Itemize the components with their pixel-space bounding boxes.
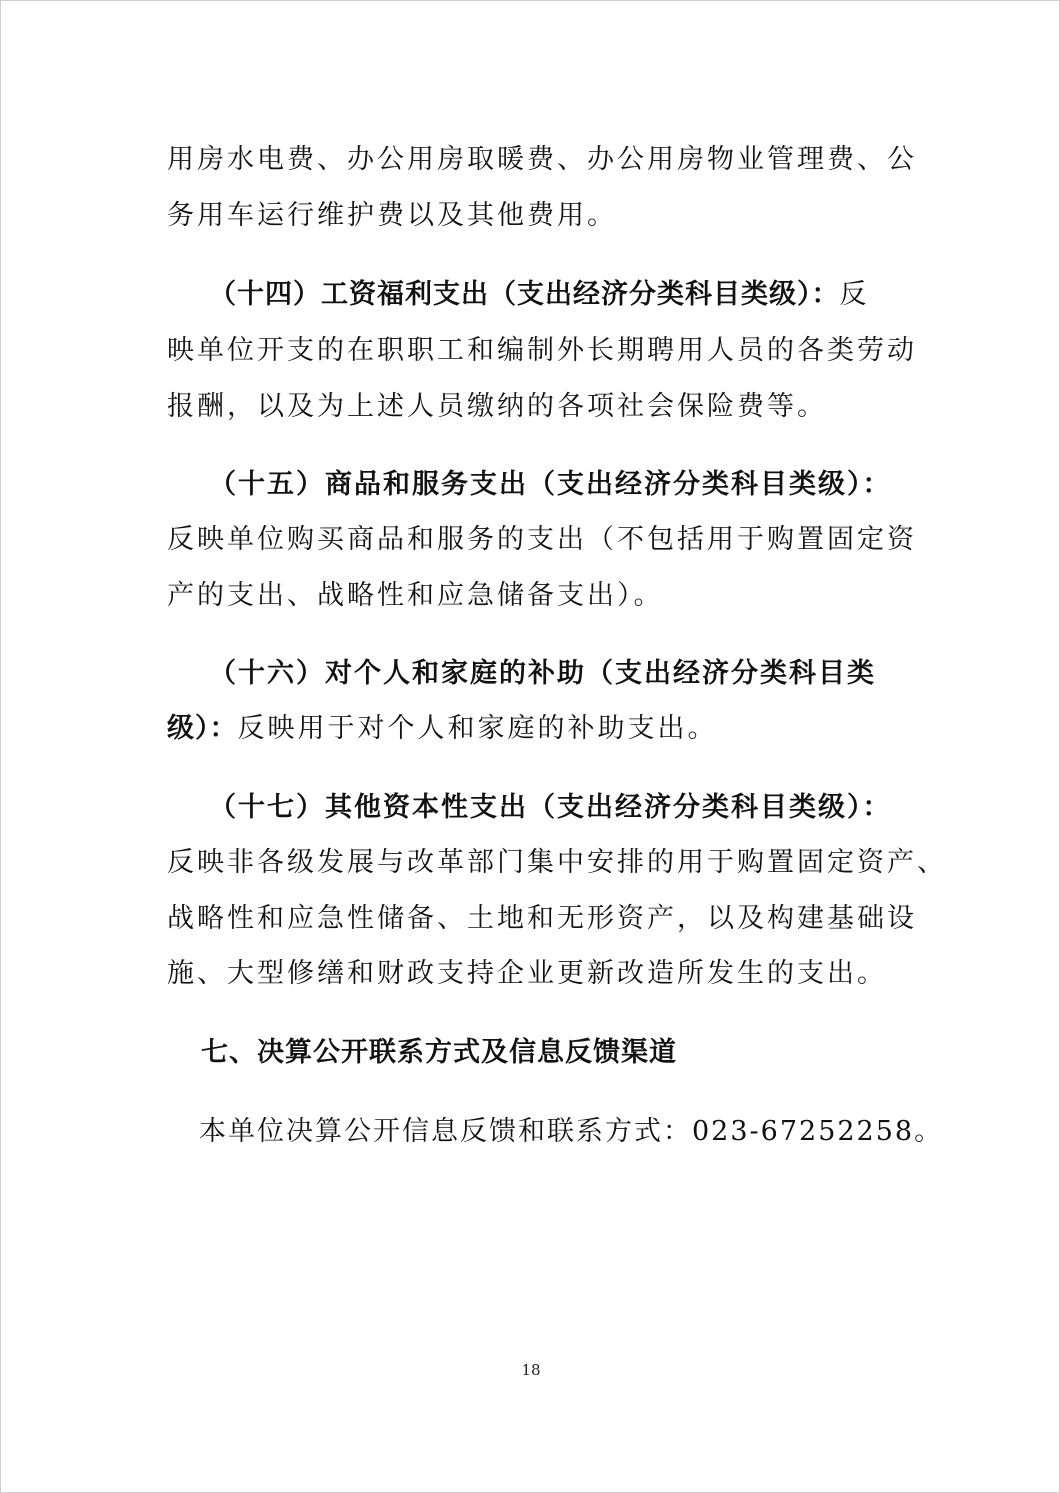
paragraph-line: 反映非各级发展与改革部门集中安排的用于购置固定资产、 [167,847,947,878]
item-title: （十六）对个人和家庭的补助（支出经济分类科目类 [209,658,876,689]
paragraph-line: 务用车运行维护费以及其他费用。 [167,200,617,231]
paragraph-line: 报酬，以及为上述人员缴纳的各项社会保险费等。 [167,391,827,422]
paragraph-text: 反映用于对个人和家庭的补助支出。 [237,713,718,744]
contact-phone: 023-67252258 [692,1116,915,1147]
paragraph-line: 映单位开支的在职职工和编制外长期聘用人员的各类劳动 [167,335,917,366]
contact-label: 本单位决算公开信息反馈和联系方式： [199,1116,692,1147]
page-number: 18 [521,1361,541,1379]
paragraph-text: 反 [839,279,870,310]
item-title: （十四）工资福利支出（支出经济分类科目类级）： [209,279,840,310]
paragraph-line: 用房水电费、办公用房取暖费、办公用房物业管理费、公 [167,144,917,175]
item-title: 级）： [167,713,238,744]
paragraph-line: 反映单位购买商品和服务的支出（不包括用于购置固定资 [167,524,917,555]
section-heading: 七、决算公开联系方式及信息反馈渠道 [201,1037,677,1068]
paragraph-line [209,278,870,312]
paragraph-line [167,712,718,746]
item-title: （十五）商品和服务支出（支出经济分类科目类级）： [209,469,892,500]
paragraph-line: 施、大型修缮和财政支持企业更新改造所发生的支出。 [167,958,887,989]
contact-line [199,1115,943,1149]
paragraph-line: 产的支出、战略性和应急储备支出）。 [167,580,664,611]
item-title: （十七）其他资本性支出（支出经济分类科目类级）： [209,792,892,823]
paragraph-line: 战略性和应急性储备、土地和无形资产，以及构建基础设 [167,903,917,934]
contact-end: 。 [914,1116,944,1147]
